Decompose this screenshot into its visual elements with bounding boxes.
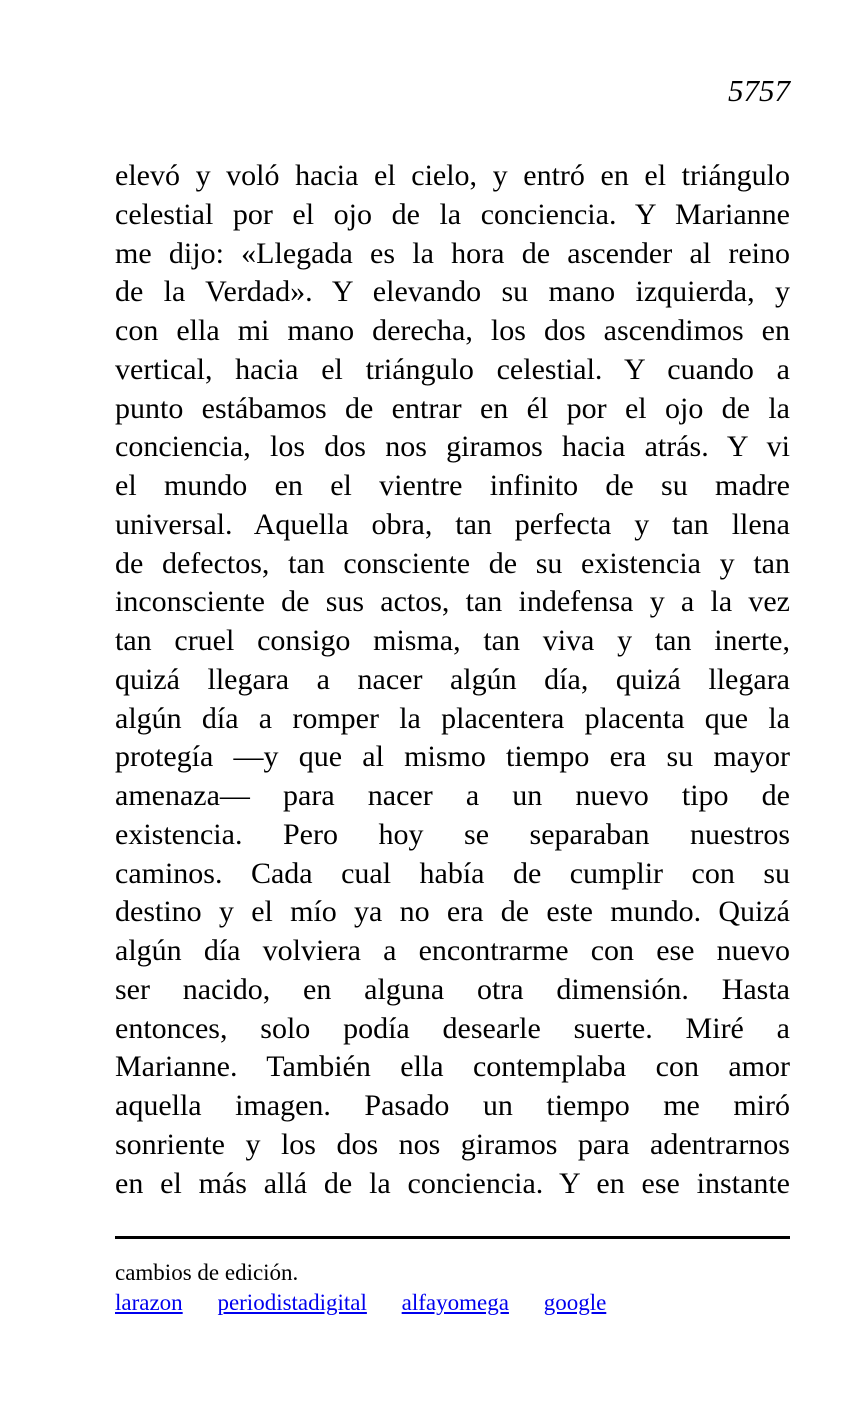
text-line: el mundo en el vientre infinito de su madre <box>115 469 790 502</box>
text-line: de la Verdad». Y elevando su mano izquierda, y <box>115 275 790 309</box>
text-line: de defectos, tan consciente de su existencia y tan <box>115 546 790 580</box>
text-line: aquella imagen. Pasado un tiempo me miró <box>115 1089 790 1122</box>
text-line: elevó y voló hacia el cielo, y entró en el triángulo <box>115 159 790 192</box>
text-line: caminos. Cada cual había de cumplir con su <box>115 856 790 890</box>
text-line: existencia. Pero hoy se separaban nuestros <box>115 817 790 851</box>
text-line: universal. Aquella obra, tan perfecta y tan llena <box>115 507 790 541</box>
footnote-link-google[interactable]: google <box>543 1290 607 1315</box>
text-line: destino y el mío ya no era de este mundo. Quizá <box>115 895 790 929</box>
footnote-link-alfayomega[interactable]: alfayomega <box>401 1290 509 1315</box>
text-line: algún día volviera a encontrarme con ese nuevo <box>115 934 790 967</box>
text-line: conciencia, los dos nos giramos hacia atrás. Y vi <box>115 430 790 464</box>
text-line: amenaza— para nacer a un nuevo tipo de <box>115 779 790 812</box>
text-line: tan cruel consigo misma, tan viva y tan inerte, <box>115 624 790 657</box>
text-line: Marianne. También ella contemplaba con amor <box>115 1050 790 1084</box>
text-line: inconsciente de sus actos, tan indefensa y a la vez <box>115 585 790 619</box>
text-line: me dijo: «Llegada es la hora de ascender al reino <box>115 236 790 270</box>
text-line: en el más allá de la conciencia. Y en ese instante <box>115 1166 790 1200</box>
footnote-link-periodistadigital[interactable]: periodistadigital <box>217 1290 367 1315</box>
text-line: algún día a romper la placentera placenta que la <box>115 701 790 735</box>
footnote-text: cambios de edición. <box>115 1260 299 1285</box>
footnote-links <box>115 1288 790 1318</box>
text-line: quizá llegara a nacer algún día, quizá llegara <box>115 662 790 696</box>
page-text <box>115 157 790 1203</box>
text-line: vertical, hacia el triángulo celestial. Y cuando a <box>115 352 790 386</box>
text-line: protegía —y que al mismo tiempo era su mayor <box>115 740 790 774</box>
page-location-number: 5757 <box>728 73 790 108</box>
text-line: con ella mi mano derecha, los dos ascendimos en <box>115 314 790 347</box>
footnote-area <box>115 1258 790 1318</box>
text-line: entonces, solo podía desearle suerte. Miré a <box>115 1011 790 1045</box>
text-line: sonriente y los dos nos giramos para adentrarnos <box>115 1127 790 1161</box>
text-line: punto estábamos de entrar en él por el ojo de la <box>115 391 790 425</box>
text-line: ser nacido, en alguna otra dimensión. Hasta <box>115 972 790 1006</box>
footnote-link-larazon[interactable]: larazon <box>115 1290 183 1315</box>
text-line: celestial por el ojo de la conciencia. Y Marianne <box>115 197 790 231</box>
footnote-divider <box>115 1236 790 1239</box>
